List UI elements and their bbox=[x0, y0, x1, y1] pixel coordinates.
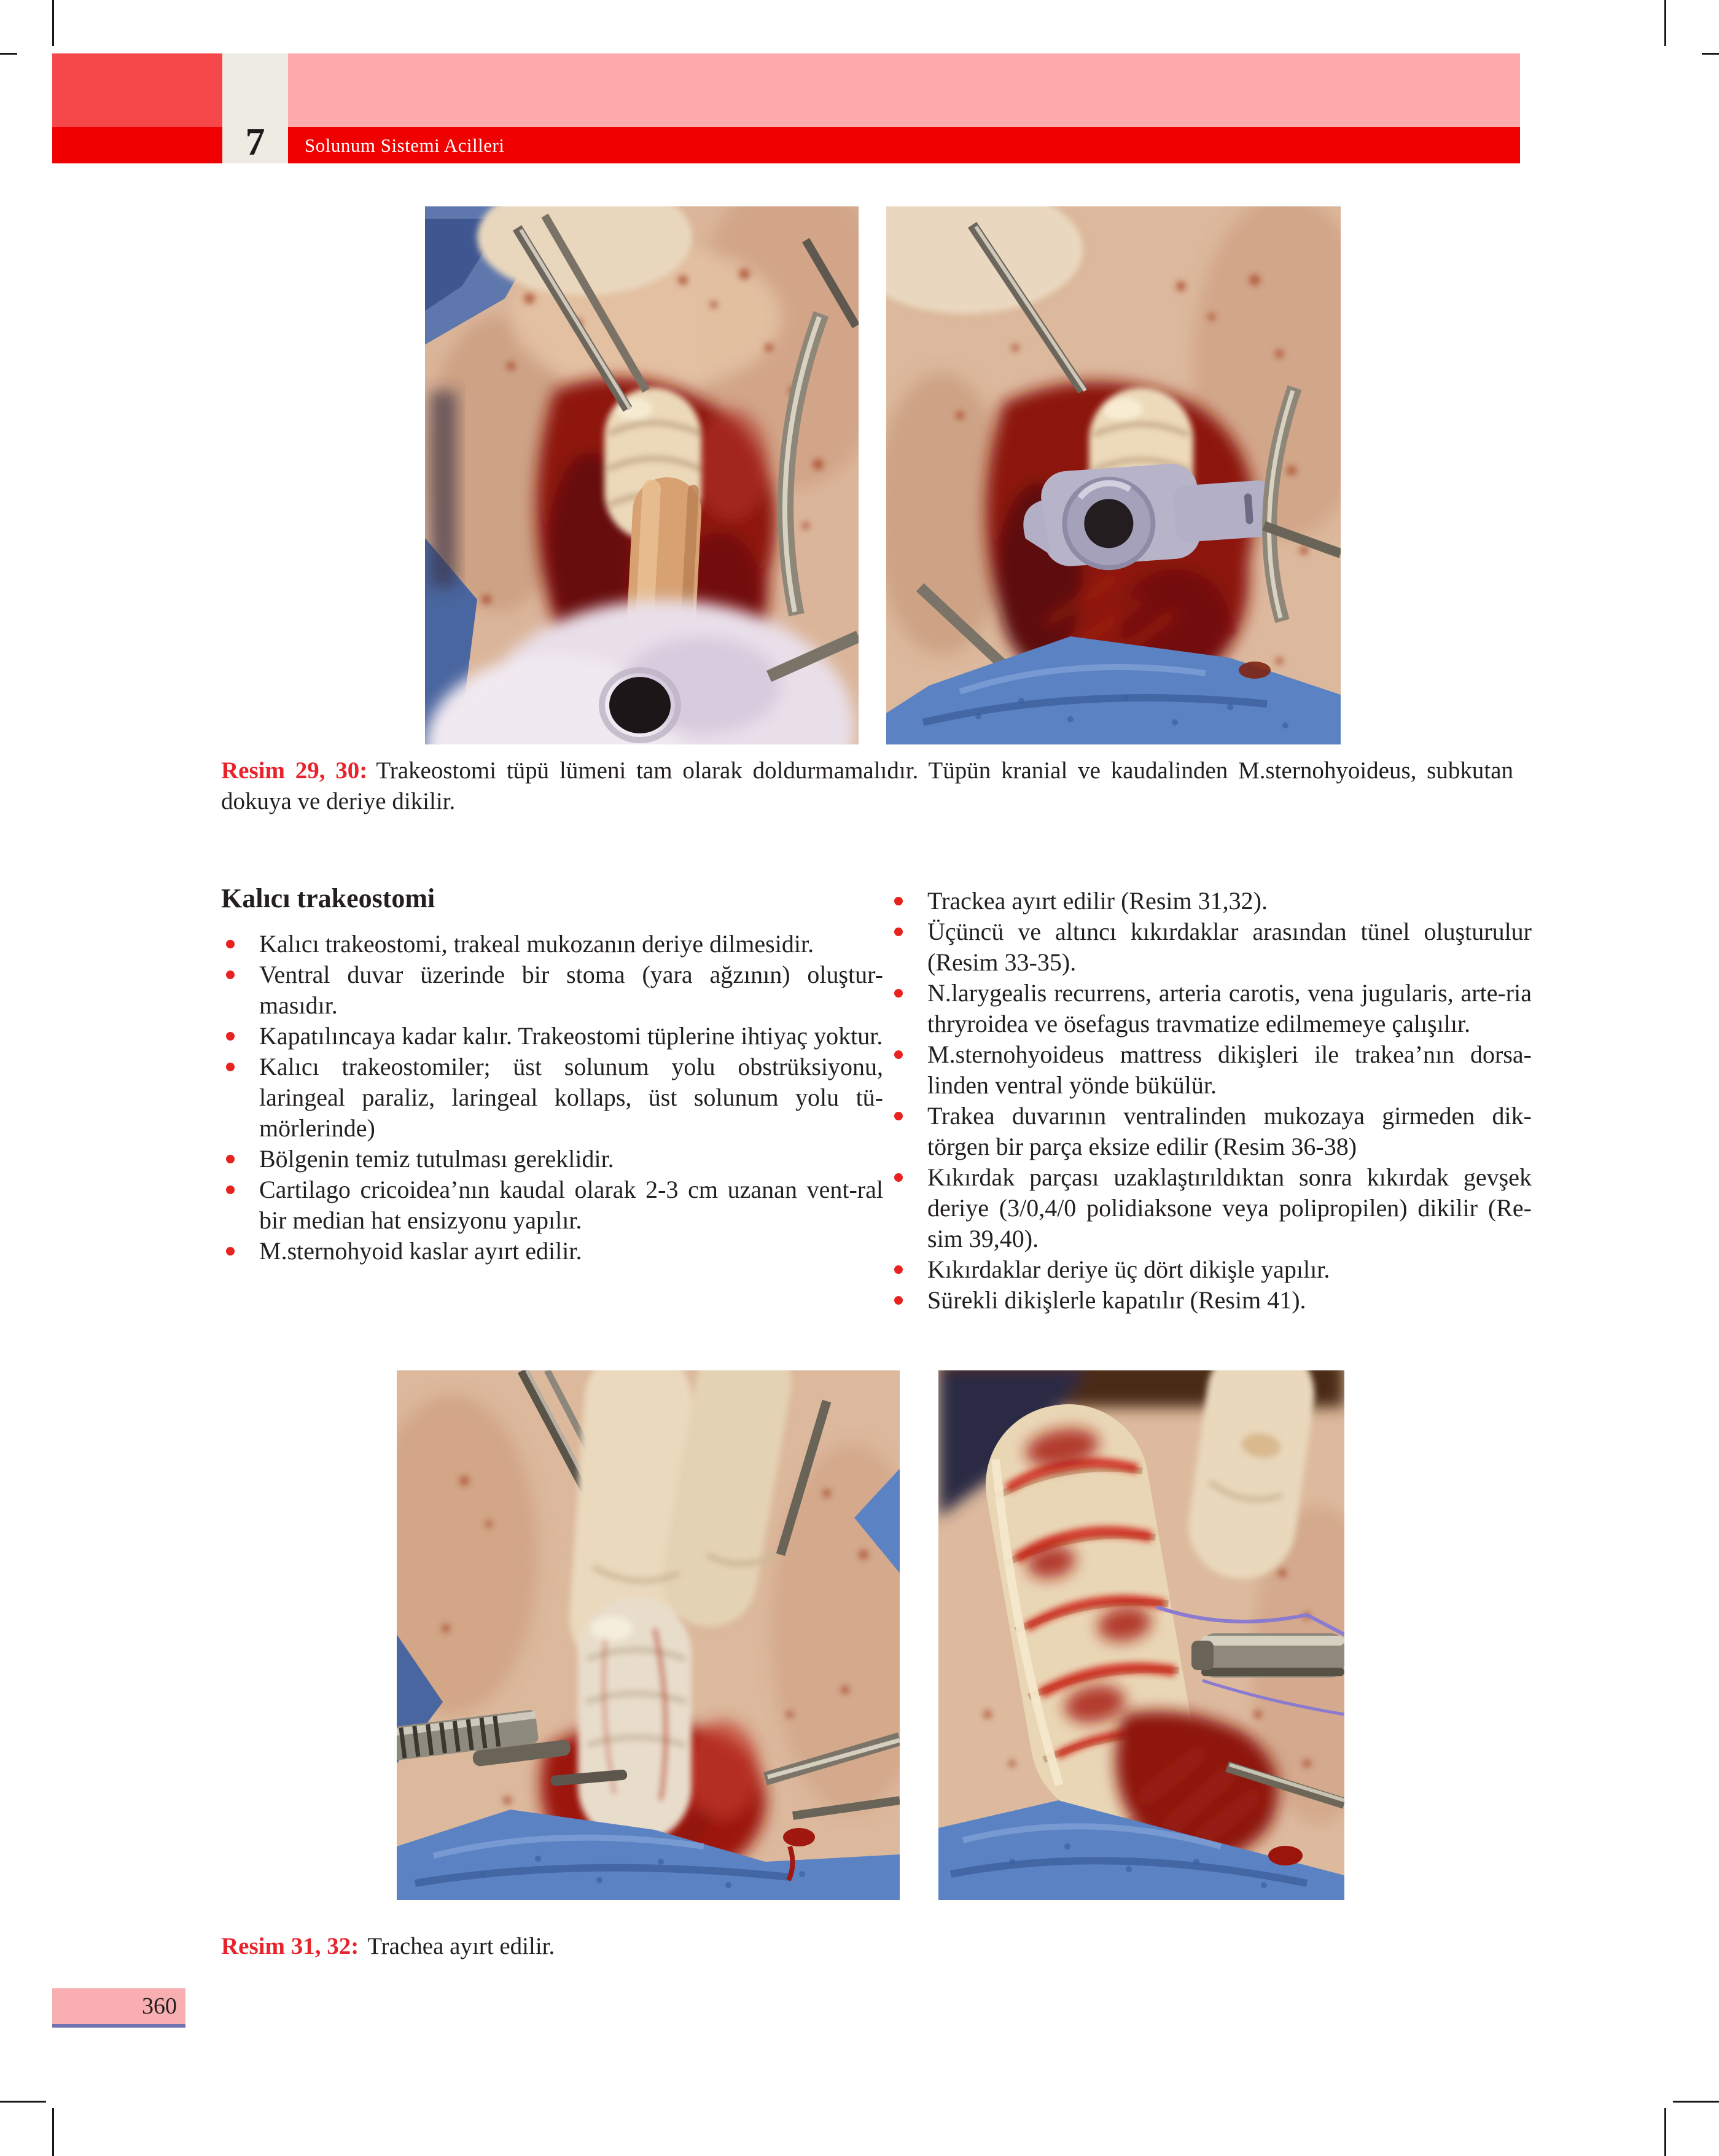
list-item: Kıkırdak parçası uzaklaştırıldıktan sonra kıkırdak gevşek deriye (3/0,4/0 polidiaksone veya polipropilen) dikilir (Re-sim 39,40). bbox=[889, 1162, 1532, 1254]
list-item: M.sternohyoideus mattress dikişleri ile trakea’nın dorsa-linden ventral yönde bükülür. bbox=[889, 1039, 1532, 1101]
caption-label: Resim 31, 32: bbox=[221, 1933, 359, 1959]
list-item: Kapatılıncaya kadar kalır. Trakeostomi tüplerine ihtiyaç yoktur. bbox=[221, 1021, 883, 1052]
crop-mark-top-left-v bbox=[52, 0, 54, 46]
crop-mark-top-right-h bbox=[1702, 53, 1719, 55]
list-item: Kalıcı trakeostomi, trakeal mukozanın deriye dilmesidir. bbox=[221, 929, 883, 959]
list-item: Kalıcı trakeostomiler; üst solunum yolu obstrüksiyonu, laringeal paraliz, laringeal kollaps, üst solunum yolu tü-mörlerinde) bbox=[221, 1052, 883, 1144]
chapter-title: Solunum Sistemi Acilleri bbox=[305, 135, 505, 156]
crop-mark-top-right-v bbox=[1664, 0, 1666, 46]
section-heading: Kalıcı trakeostomi bbox=[221, 883, 435, 913]
page-number: 360 bbox=[142, 1993, 177, 2019]
list-item: Cartilago cricoidea’nın kaudal olarak 2-3 cm uzanan vent-ral bir median hat ensizyonu yapılır. bbox=[221, 1174, 883, 1236]
list-item: Trakea duvarının ventralinden mukozaya girmeden dik-törgen bir parça eksize edilir (Resim 36-38) bbox=[889, 1101, 1532, 1162]
list-item: Kıkırdaklar deriye üç dört dikişle yapılır. bbox=[889, 1254, 1532, 1285]
header-pink-block bbox=[288, 53, 1520, 127]
crop-mark-bottom-right-h bbox=[1673, 2101, 1719, 2103]
chapter-header bbox=[52, 53, 1520, 163]
list-item: Bölgenin temiz tutulması gereklidir. bbox=[221, 1144, 883, 1174]
figure-resim-29 bbox=[425, 206, 859, 744]
figure-resim-31 bbox=[397, 1370, 900, 1900]
bullet-list-right bbox=[889, 886, 1532, 1316]
crop-mark-bottom-right-v bbox=[1664, 2108, 1666, 2156]
caption-text: Trakeostomi tüpü lümeni tam olarak doldurmamalıdır. Tüpün kranial ve kaudalinden M.sternohyoideus, subkutan dokuya ve deriye dikilir. bbox=[221, 757, 1514, 814]
list-item: Ventral duvar üzerinde bir stoma (yara ağzının) oluştur-masıdır. bbox=[221, 959, 883, 1021]
chapter-number: 7 bbox=[245, 120, 265, 163]
header-red-block bbox=[52, 53, 222, 127]
page-number-box bbox=[52, 1988, 185, 2028]
crop-mark-top-left-h bbox=[0, 53, 17, 55]
caption-resim-31-32 bbox=[221, 1931, 1513, 1962]
list-item: Trackea ayırt edilir (Resim 31,32). bbox=[889, 886, 1532, 916]
crop-mark-bottom-left-v bbox=[52, 2108, 54, 2156]
caption-resim-29-30 bbox=[221, 756, 1513, 817]
figure-resim-32 bbox=[938, 1370, 1344, 1900]
figure-resim-30 bbox=[886, 206, 1341, 744]
list-item: M.sternohyoid kaslar ayırt edilir. bbox=[221, 1236, 883, 1267]
caption-label: Resim 29, 30: bbox=[221, 757, 368, 784]
list-item: N.larygealis recurrens, arteria carotis, vena jugularis, arte-ria thryroidea ve ösefagus travmatize edilmemeye çalışılır. bbox=[889, 978, 1532, 1039]
bullet-list-left bbox=[221, 929, 883, 1267]
caption-text: Trachea ayırt edilir. bbox=[367, 1933, 555, 1959]
list-item: Sürekli dikişlerle kapatılır (Resim 41). bbox=[889, 1285, 1532, 1316]
crop-mark-bottom-left-h bbox=[0, 2101, 46, 2103]
list-item: Üçüncü ve altıncı kıkırdaklar arasından tünel oluşturulur (Resim 33-35). bbox=[889, 916, 1532, 978]
